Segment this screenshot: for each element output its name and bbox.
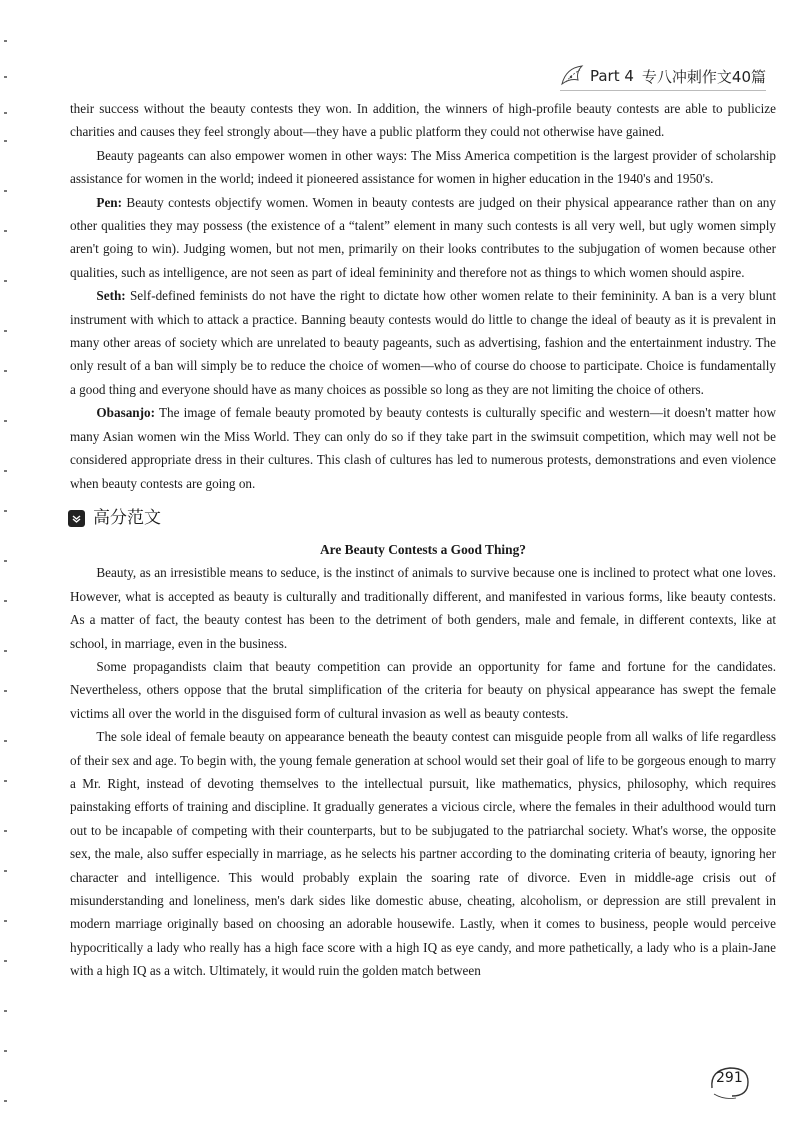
debate-excerpt xyxy=(70,97,776,495)
model-essay xyxy=(70,561,776,982)
binding-margin-marks xyxy=(2,40,10,1120)
book-title: 专八冲刺作文40篇 xyxy=(641,67,766,86)
page-number: 291 xyxy=(716,1070,743,1086)
paragraph-e3 xyxy=(70,725,776,982)
paragraph-text: Beauty contests objectify women. Women in beauty contests are judged on their physical appearance rather than on any other qualities they may possess (the existence of a “talent” element in many such contests is all very well, but ugly women simply aren't going to win). Judging women, but not men, primarily on their looks contributes to the subjugation of women because other qualities, such as intelligence, are not seen as part of ideal femininity and therefore not as things to which women should aspire. xyxy=(70,194,776,280)
paragraph-e2 xyxy=(70,655,776,725)
paragraph-text: their success without the beauty contests they won. In addition, the winners of high-profile beauty contests are able to publicize charities and causes they feel strongly about—they have a public platform they could not otherwise have gained. xyxy=(70,101,776,140)
page-number-badge xyxy=(706,1062,754,1102)
paragraph-p2 xyxy=(70,144,776,191)
paragraph-p5 xyxy=(70,401,776,495)
leaf-swirl-icon xyxy=(558,62,588,90)
paragraph-text: Self-defined feminists do not have the right to dictate how other women relate to their femininity. A ban is a very blunt instrument with which to attack a practice. Banning beauty contests would do little to change the ideal of beauty as it is prevalent in many other areas of society which are unrelated to beauty pageants, such as advertising, fashion and the entertainment industry. The only result of a ban will simply be to reduce the choice of women—who of course do choose to participate. Choice is fundamentally a good thing and everyone should have as many choices as possible so long as they are not limiting the choice of others. xyxy=(70,288,776,397)
speaker-name: Obasanjo: xyxy=(96,405,156,421)
paragraph-text: Beauty, as an irresistible means to seduce, is the instinct of animals to survive because one is inclined to protect what one loves. However, what is accepted as beauty is culturally and traditionally different, and manifested in various forms, like beauty contests. As a matter of fact, the beauty contest has been to the detriment of both genders, male and female, in different contexts, like at school, in marriage, even in the business. xyxy=(70,565,776,651)
section-heading xyxy=(68,504,776,534)
paragraph-p3 xyxy=(70,191,776,285)
paragraph-p4 xyxy=(70,284,776,401)
speaker-name: Pen: xyxy=(96,194,123,210)
paragraph-text: Some propagandists claim that beauty competition can provide an opportunity for fame and fortune for the candidates. Nevertheless, others oppose that the brutal simplification of the criteria for beauty on physical appearance has swept the female victims all over the world in the disguised form of cultural invasion as well as beauty contests. xyxy=(70,658,776,721)
running-header xyxy=(558,62,766,90)
paragraph-text: Beauty pageants can also empower women in other ways: The Miss America competition is the largest provider of scholarship assistance for women in the world; indeed it pioneered assistance for women in higher education in the 1940's and 1950's. xyxy=(70,147,776,187)
essay-title: Are Beauty Contests a Good Thing? xyxy=(320,541,526,557)
paragraph-e1 xyxy=(70,561,776,655)
section-heading-text: 高分范文 xyxy=(93,508,161,529)
header-rule xyxy=(560,90,766,91)
paragraph-text: The sole ideal of female beauty on appearance beneath the beauty contest can misguide people from all walks of life regardless of their sex and age. To begin with, the young female generation at school would set their goal of life to be gorgeous enough to marry a Mr. Right, instead of devoting themselves to the intellectual pursuit, like mathematics, physics, philosophy, which requires painstaking efforts of training and discipline. It gradually generates a vicious circle, where the females in their adulthood would turn out to be incapable of competing with their counterparts, but to be subjugated to the patriarchal society. What's worse, the opposite sex, the male, also suffer especially in marriage, as he selects his partner according to the dominating criteria of beauty, ignoring her character and intelligence. This would probably explain the soaring rate of divorce. Even in middle-age crisis out of misunderstanding and loneliness, men's dark sides like domestic abuse, cheating, alcoholism, or depression are still prevalent in modern marriage originally based on choosing an adorable housewife. Lastly, when it comes to business, people would perceive hypocritically a lady who really has a high face score with a high IQ as eye candy, and more pathetically, a lady who is a plain-Jane with a high IQ as a witch. Ultimately, it would ruin the golden match between xyxy=(70,729,776,979)
paragraph-text: The image of female beauty promoted by beauty contests is culturally specific and western—it doesn't matter how many Asian women win the Miss World. They can only do so if they take part in the swimsuit competition, which may well not be considered appropriate dress in their cultures. This clash of cultures has led to numerous protests, demonstrations and even violence when beauty contests are going on. xyxy=(70,405,776,491)
page-body xyxy=(70,97,776,983)
section-marker-icon xyxy=(68,510,85,527)
part-label: Part 4 xyxy=(589,67,634,85)
paragraph-p1 xyxy=(70,97,776,144)
speaker-name: Seth: xyxy=(96,288,126,304)
